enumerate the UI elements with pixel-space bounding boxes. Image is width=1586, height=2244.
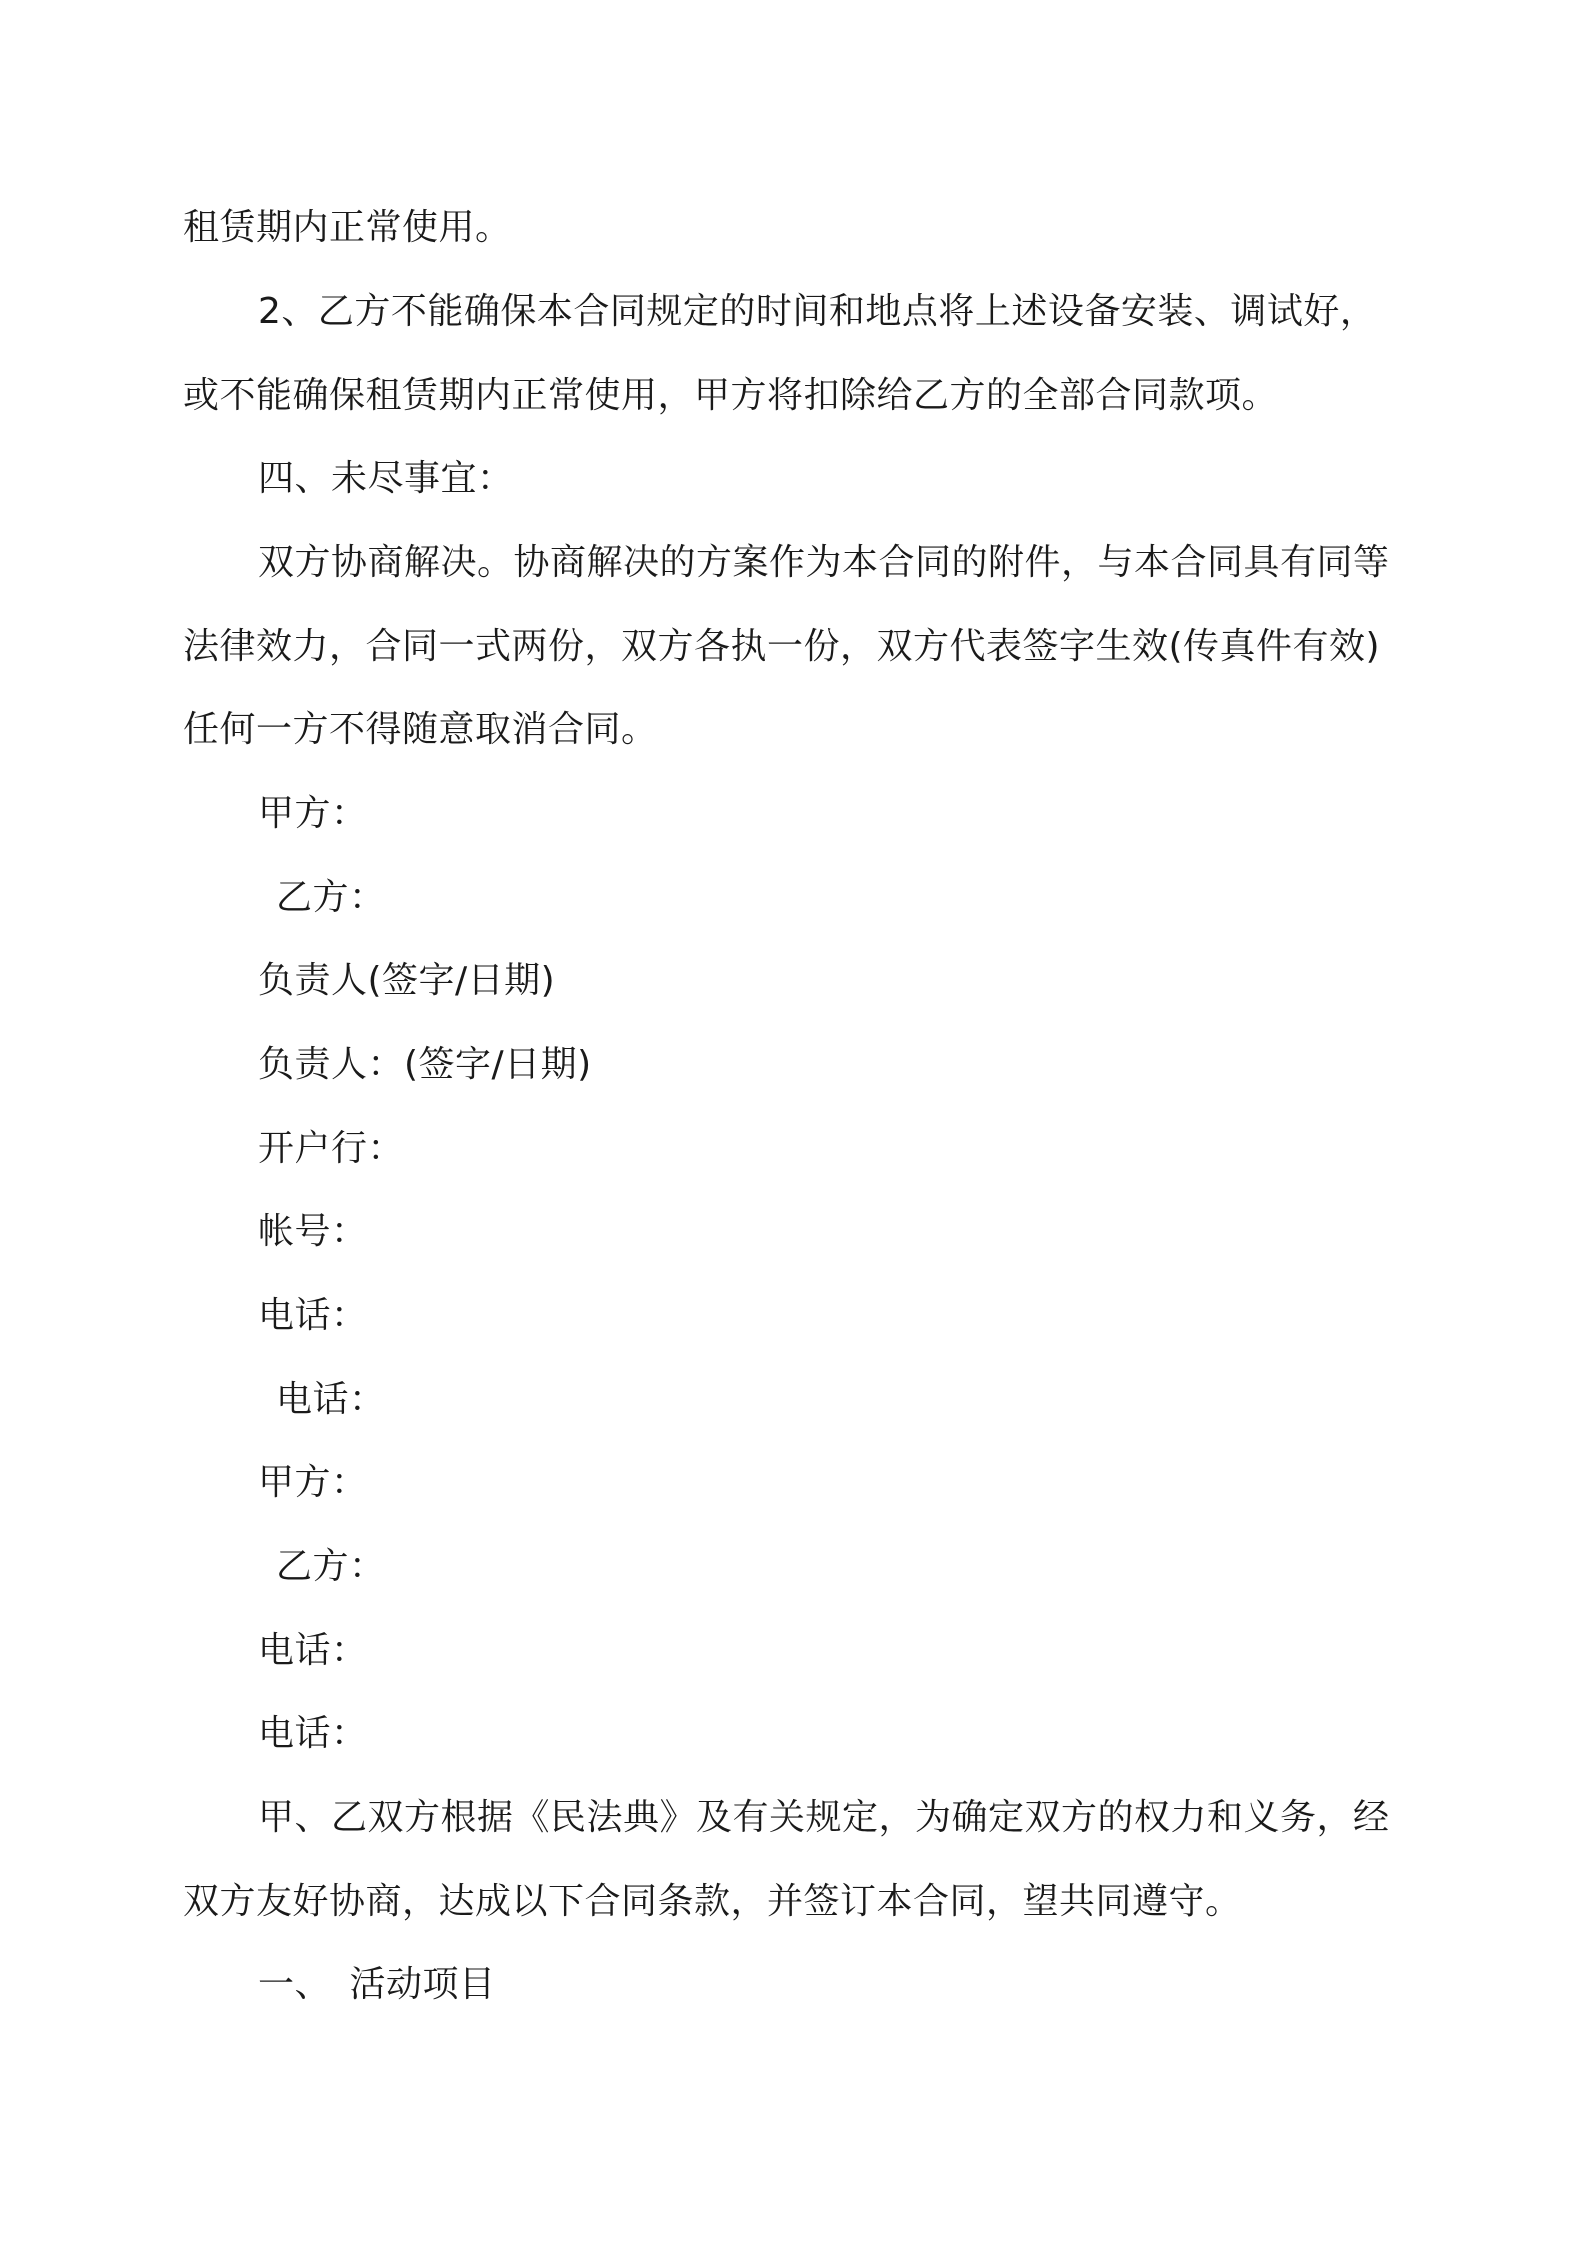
paragraph-line: 租赁期内正常使用。 xyxy=(183,207,512,248)
section-1-title: 一、 活动项目 xyxy=(258,1964,496,2005)
party-b-label: 乙方： xyxy=(276,877,386,918)
paragraph-3-line-1: 双方协商解决。协商解决的方案作为本合同的附件，与本合同具有同等 xyxy=(258,542,1390,583)
paragraph-4-line-2: 双方友好协商，达成以下合同条款，并签订本合同，望共同遵守。 xyxy=(183,1881,1242,1922)
paragraph-3-line-2: 法律效力，合同一式两份，双方各执一份，双方代表签字生效(传真件有效) xyxy=(183,626,1381,667)
person-in-charge-b: 负责人：(签字/日期) xyxy=(258,1044,592,1085)
section-4-title: 四、未尽事宜： xyxy=(258,458,514,499)
paragraph-4-line-1: 甲、乙双方根据《民法典》及有关规定，为确定双方的权力和义务，经 xyxy=(258,1797,1390,1838)
party-b-label-2: 乙方： xyxy=(276,1546,386,1587)
account-label: 帐号： xyxy=(258,1211,368,1252)
phone-b-label-2: 电话： xyxy=(258,1713,368,1754)
party-a-label-2: 甲方： xyxy=(258,1462,368,1503)
party-a-label: 甲方： xyxy=(258,793,368,834)
phone-a-label-2: 电话： xyxy=(258,1630,368,1671)
phone-a-label: 电话： xyxy=(258,1295,368,1336)
person-in-charge-a: 负责人(签字/日期) xyxy=(258,960,556,1001)
clause-2-line-2: 或不能确保租赁期内正常使用，甲方将扣除给乙方的全部合同款项。 xyxy=(183,375,1279,416)
phone-b-label: 电话： xyxy=(276,1379,386,1420)
bank-label: 开户行： xyxy=(258,1128,405,1169)
paragraph-3-line-3: 任何一方不得随意取消合同。 xyxy=(183,709,658,750)
clause-2-line-1: 2、乙方不能确保本合同规定的时间和地点将上述设备安装、调试好， xyxy=(258,291,1377,332)
